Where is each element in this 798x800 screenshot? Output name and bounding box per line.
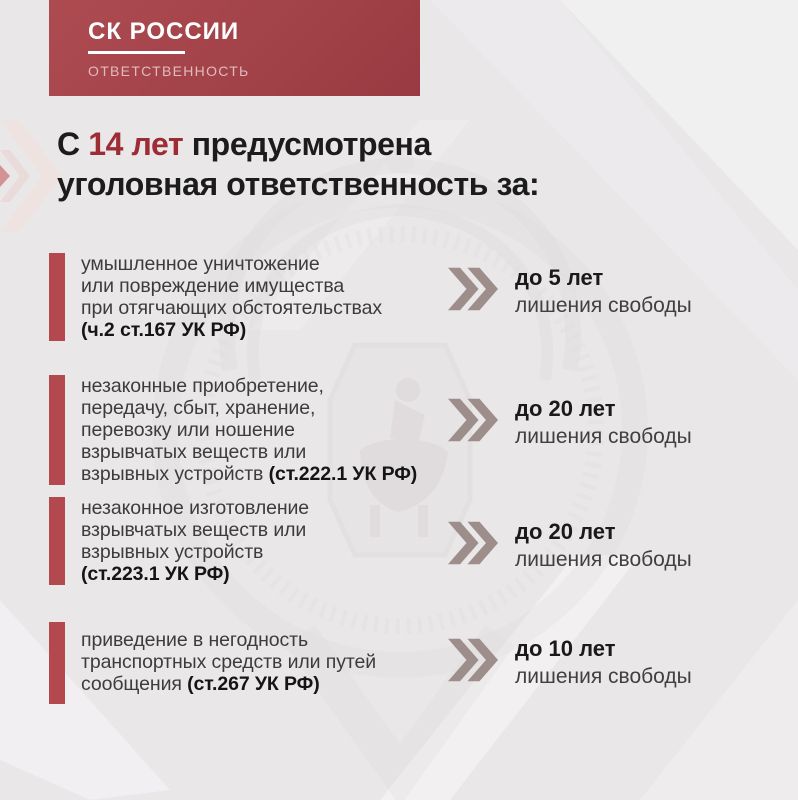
accent-bar (49, 497, 65, 585)
term-note: лишения свободы (515, 425, 692, 448)
double-chevron-icon (448, 397, 498, 443)
penalty (448, 395, 692, 451)
term-value: до 20 лет (515, 396, 616, 421)
offense-line: взрывных устройств (ст.222.1 УК РФ) (81, 463, 418, 485)
law-reference: (ст.222.1 УК РФ) (268, 463, 418, 485)
offense-item (49, 622, 798, 704)
brand-title: СК РОССИИ (88, 18, 240, 45)
law-reference: (ст.223.1 УК РФ) (81, 563, 230, 585)
accent-bar (49, 253, 65, 341)
penalty-text (515, 635, 692, 691)
term-note: лишения свободы (515, 665, 692, 688)
offense-text (81, 253, 382, 341)
offense-item (49, 375, 798, 485)
offense-line: или повреждение имущества (81, 275, 345, 297)
penalty (448, 635, 692, 691)
penalty (448, 518, 692, 574)
term-value: до 20 лет (515, 519, 616, 544)
title-lead: С (57, 126, 89, 162)
offense-line: взрывных устройств (81, 541, 264, 563)
offense-list (49, 0, 798, 800)
offense-item (49, 497, 798, 585)
penalty-text (515, 395, 692, 451)
law-reference: (ст.267 УК РФ) (187, 673, 320, 695)
offense-line: перевозку или ношение (81, 419, 295, 441)
title-age-highlight: 14 лет (88, 126, 184, 162)
law-reference: (ч.2 ст.167 УК РФ) (81, 319, 247, 341)
offense-line: при отягчающих обстоятельствах (81, 297, 382, 319)
offense-line: незаконное изготовление (81, 497, 310, 519)
penalty (448, 264, 692, 320)
penalty-text (515, 518, 692, 574)
offense-line: взрывчатых веществ или (81, 441, 307, 463)
brand-subtitle: ОТВЕТСТВЕННОСТЬ (88, 63, 250, 79)
offense-text (81, 622, 376, 695)
term-note: лишения свободы (515, 548, 692, 571)
double-chevron-icon (448, 520, 498, 566)
double-chevron-icon (448, 266, 498, 312)
accent-bar (49, 375, 65, 485)
term-value: до 5 лет (515, 265, 604, 290)
offense-text (81, 375, 417, 485)
offense-line: взрывчатых веществ или (81, 519, 307, 541)
offense-item (49, 253, 798, 341)
offense-line: умышленное уничтожение (81, 253, 320, 275)
title-tail: предусмотрена (183, 126, 431, 162)
penalty-text (515, 264, 692, 320)
offense-line: сообщения (ст.267 УК РФ) (81, 673, 320, 695)
offense-line: приведение в негодность (81, 629, 309, 651)
double-chevron-icon (448, 637, 498, 683)
title-line2: уголовная ответственность за: (57, 166, 540, 202)
accent-bar (49, 622, 65, 704)
offense-line: передачу, сбыт, хранение, (81, 397, 316, 419)
term-value: до 10 лет (515, 636, 616, 661)
term-note: лишения свободы (515, 294, 692, 317)
offense-text (81, 497, 309, 585)
offense-line: незаконные приобретение, (81, 375, 324, 397)
offense-line: транспортных средств или путей (81, 651, 377, 673)
